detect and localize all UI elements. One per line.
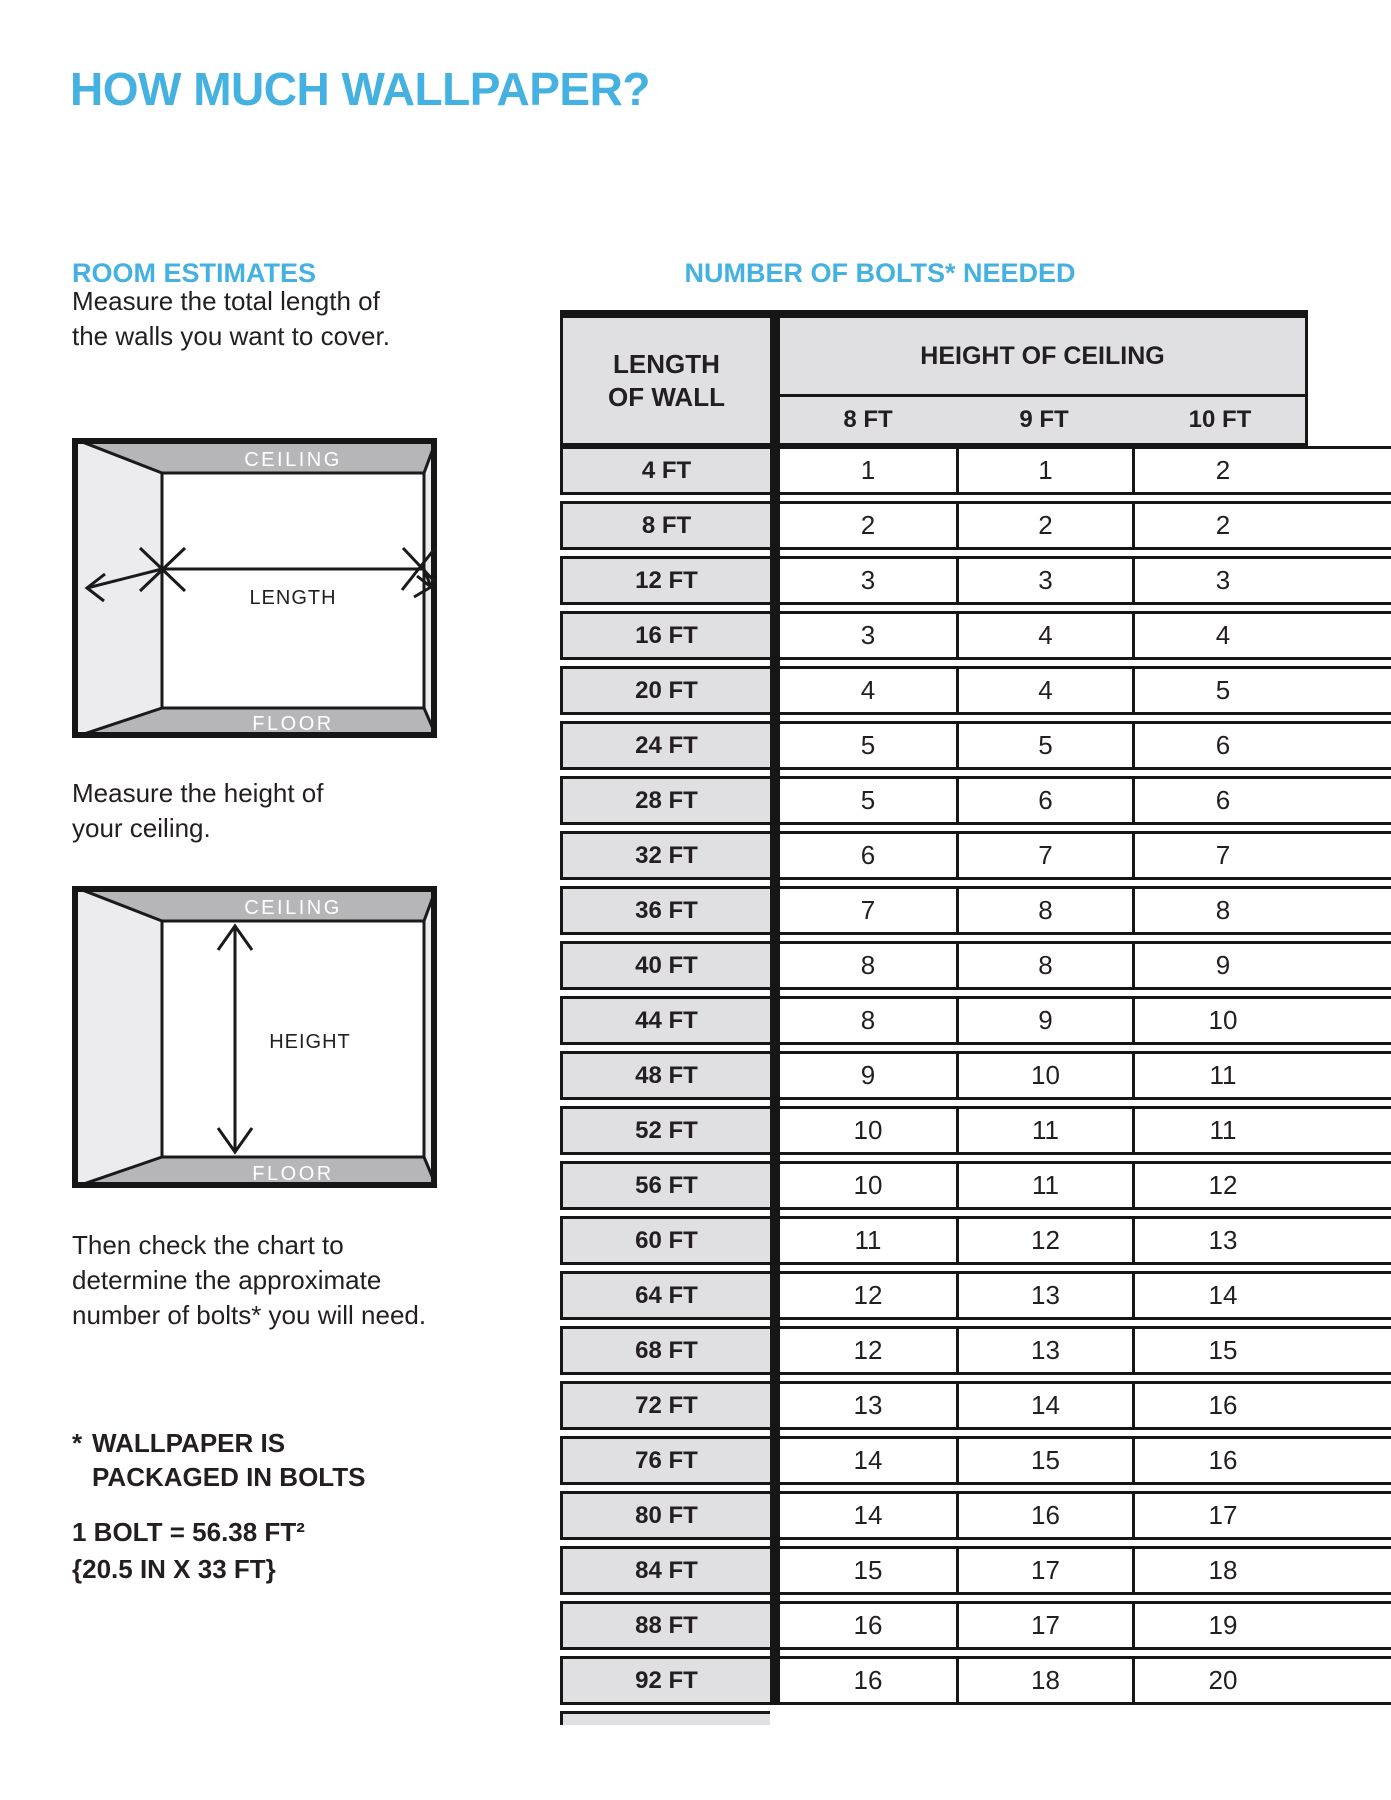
- length-room-diagram: [72, 438, 437, 738]
- row-value-8ft: 10: [780, 1109, 959, 1152]
- row-value-10ft: 12: [1208, 1170, 1238, 1200]
- row-value-10ft: 7: [1215, 840, 1231, 870]
- row-length-label: 36 FT: [560, 886, 770, 935]
- row-values: [780, 1491, 1391, 1540]
- row-length-label: 84 FT: [560, 1546, 770, 1595]
- row-value-9ft: 4: [959, 614, 1135, 657]
- row-value-9ft: 17: [959, 1604, 1135, 1647]
- row-length-label: 40 FT: [560, 941, 770, 990]
- row-length-label: 48 FT: [560, 1051, 770, 1100]
- row-value-8ft: 11: [780, 1219, 959, 1262]
- table-row: [560, 1436, 1391, 1485]
- row-length-label: 80 FT: [560, 1491, 770, 1540]
- footnote-lines: [92, 1426, 365, 1494]
- table-row: [560, 1326, 1391, 1375]
- height-label: HEIGHT: [269, 1031, 351, 1053]
- row-value-10ft: 3: [1215, 565, 1231, 595]
- row-value-10ft: 6: [1215, 785, 1231, 815]
- row-value-8ft: 8: [780, 944, 959, 987]
- height-room-diagram: [72, 886, 437, 1188]
- row-value-9ft: 11: [959, 1109, 1135, 1152]
- table-row: [560, 501, 1391, 550]
- table-top-border: [560, 310, 1308, 318]
- row-value-8ft: 16: [780, 1659, 959, 1702]
- row-values: [780, 446, 1391, 495]
- table-row: [560, 886, 1391, 935]
- row-value-9ft: 8: [959, 944, 1135, 987]
- row-value-8ft: 7: [780, 889, 959, 932]
- row-values: [780, 611, 1391, 660]
- page-title: HOW MUCH WALLPAPER?: [70, 63, 650, 115]
- step2-line2: your ceiling.: [72, 813, 211, 843]
- table-row: [560, 1546, 1391, 1595]
- row-length-label: 44 FT: [560, 996, 770, 1045]
- table-row: [560, 611, 1391, 660]
- step2-line1: Measure the height of: [72, 778, 324, 808]
- table-row: [560, 1161, 1391, 1210]
- row-value-9ft: 13: [959, 1329, 1135, 1372]
- row-length-label: 88 FT: [560, 1601, 770, 1650]
- row-value-9ft: 5: [959, 724, 1135, 767]
- col-header-9ft: 9 FT: [1019, 406, 1069, 433]
- row-values: [780, 721, 1391, 770]
- row-value-8ft: 13: [780, 1384, 959, 1427]
- row-values: [780, 776, 1391, 825]
- table-row: [560, 776, 1391, 825]
- step1-line1: Measure the total length of: [72, 286, 380, 316]
- row-value-9ft: 4: [959, 669, 1135, 712]
- length-header-line2: OF WALL: [608, 381, 725, 412]
- row-values: [780, 556, 1391, 605]
- row-values: [780, 1326, 1391, 1375]
- row-values: [780, 941, 1391, 990]
- row-value-8ft: 12: [780, 1329, 959, 1372]
- row-values: [780, 1546, 1391, 1595]
- row-value-9ft: 14: [959, 1384, 1135, 1427]
- table-row: [560, 556, 1391, 605]
- floor-label: FLOOR: [252, 713, 334, 735]
- bolt-footnote: [72, 1426, 365, 1494]
- table-row: [560, 1216, 1391, 1265]
- row-value-8ft: 5: [780, 724, 959, 767]
- step3-text: [72, 1228, 426, 1333]
- row-value-8ft: 8: [780, 999, 959, 1042]
- row-value-8ft: 6: [780, 834, 959, 877]
- row-length-label: 24 FT: [560, 721, 770, 770]
- row-value-10ft: 8: [1215, 895, 1231, 925]
- room-estimates-heading: ROOM ESTIMATES: [72, 258, 317, 288]
- row-length-label: 60 FT: [560, 1216, 770, 1265]
- row-length-label: 56 FT: [560, 1161, 770, 1210]
- row-value-10ft: 2: [1215, 510, 1231, 540]
- row-values: [780, 1271, 1391, 1320]
- row-value-8ft: 3: [780, 614, 959, 657]
- row-value-8ft: 9: [780, 1054, 959, 1097]
- row-value-9ft: 10: [959, 1054, 1135, 1097]
- row-value-10ft: 10: [1208, 1005, 1238, 1035]
- row-length-label: 12 FT: [560, 556, 770, 605]
- row-value-9ft: 8: [959, 889, 1135, 932]
- row-value-8ft: 12: [780, 1274, 959, 1317]
- step3-line3: number of bolts* you will need.: [72, 1300, 427, 1330]
- row-value-8ft: 3: [780, 559, 959, 602]
- row-value-9ft: 3: [959, 559, 1135, 602]
- row-length-label: 4 FT: [560, 446, 770, 495]
- bolt-size-info: [72, 1514, 305, 1588]
- table-row: [560, 831, 1391, 880]
- table-row: [560, 1601, 1391, 1650]
- row-values: [780, 996, 1391, 1045]
- row-values: [780, 1381, 1391, 1430]
- row-value-10ft: 13: [1208, 1225, 1238, 1255]
- step3-line2: determine the approximate: [72, 1265, 382, 1295]
- row-value-10ft: 9: [1215, 950, 1231, 980]
- length-header-line1: LENGTH: [613, 348, 720, 379]
- table-row: [560, 446, 1391, 495]
- row-value-9ft: 9: [959, 999, 1135, 1042]
- table-row: [560, 1381, 1391, 1430]
- row-length-label: 16 FT: [560, 611, 770, 660]
- table-row: [560, 1106, 1391, 1155]
- table-row: [560, 666, 1391, 715]
- bolt-size-line1: 1 BOLT = 56.38 FT²: [72, 1517, 305, 1547]
- row-value-8ft: 14: [780, 1439, 959, 1482]
- row-value-10ft: 4: [1215, 620, 1231, 650]
- table-row: [560, 721, 1391, 770]
- footnote-asterisk: *: [72, 1428, 83, 1458]
- row-length-label: 68 FT: [560, 1326, 770, 1375]
- col-header-8ft: 8 FT: [843, 406, 893, 433]
- ceiling-subheader-row: [780, 397, 1308, 446]
- row-length-label: 76 FT: [560, 1436, 770, 1485]
- table-rows: [560, 446, 1391, 1711]
- row-value-10ft: 11: [1209, 1060, 1237, 1090]
- footnote-line2: PACKAGED IN BOLTS: [92, 1462, 366, 1492]
- row-value-9ft: 18: [959, 1659, 1135, 1702]
- bolt-size-line2: {20.5 IN X 33 FT}: [72, 1554, 276, 1584]
- step3-line1: Then check the chart to: [72, 1230, 344, 1260]
- step1-text: [72, 284, 390, 354]
- row-value-9ft: 12: [959, 1219, 1135, 1262]
- row-value-9ft: 13: [959, 1274, 1135, 1317]
- row-value-9ft: 6: [959, 779, 1135, 822]
- row-length-label: 52 FT: [560, 1106, 770, 1155]
- row-length-label: 8 FT: [560, 501, 770, 550]
- ceiling-label: CEILING: [244, 897, 342, 919]
- table-row: [560, 941, 1391, 990]
- footnote-line1: WALLPAPER IS: [92, 1428, 286, 1458]
- row-value-10ft: 20: [1208, 1665, 1238, 1695]
- row-value-10ft: 17: [1208, 1500, 1238, 1530]
- row-value-9ft: 11: [959, 1164, 1135, 1207]
- row-values: [780, 666, 1391, 715]
- ceiling-label: CEILING: [244, 449, 342, 471]
- row-value-8ft: 15: [780, 1549, 959, 1592]
- row-value-10ft: 6: [1215, 730, 1231, 760]
- row-values: [780, 1216, 1391, 1265]
- bolts-table: [560, 310, 1391, 1740]
- row-value-9ft: 2: [959, 504, 1135, 547]
- row-value-8ft: 1: [780, 449, 959, 492]
- row-values: [780, 1656, 1391, 1705]
- row-values: [780, 1436, 1391, 1485]
- row-length-label: 92 FT: [560, 1656, 770, 1705]
- row-value-10ft: 5: [1215, 675, 1231, 705]
- table-next-row-stub: [560, 1711, 770, 1725]
- left-wall: [72, 886, 162, 1188]
- row-length-label: 64 FT: [560, 1271, 770, 1320]
- row-values: [780, 1161, 1391, 1210]
- height-of-ceiling-header: HEIGHT OF CEILING: [780, 318, 1308, 397]
- row-value-9ft: 17: [959, 1549, 1135, 1592]
- row-length-label: 28 FT: [560, 776, 770, 825]
- row-value-8ft: 4: [780, 669, 959, 712]
- row-length-label: 72 FT: [560, 1381, 770, 1430]
- row-value-10ft: 14: [1208, 1280, 1238, 1310]
- row-value-8ft: 14: [780, 1494, 959, 1537]
- row-values: [780, 1601, 1391, 1650]
- table-row: [560, 1051, 1391, 1100]
- row-value-10ft: 15: [1208, 1335, 1238, 1365]
- col-header-10ft: 10 FT: [1188, 406, 1252, 433]
- row-value-8ft: 16: [780, 1604, 959, 1647]
- row-value-10ft: 18: [1208, 1555, 1238, 1585]
- row-value-9ft: 1: [959, 449, 1135, 492]
- length-label: LENGTH: [249, 587, 337, 609]
- row-value-8ft: 10: [780, 1164, 959, 1207]
- row-values: [780, 831, 1391, 880]
- row-value-10ft: 11: [1209, 1115, 1237, 1145]
- row-values: [780, 501, 1391, 550]
- table-row: [560, 1491, 1391, 1540]
- row-value-10ft: 19: [1208, 1610, 1238, 1640]
- row-values: [780, 886, 1391, 935]
- row-value-9ft: 16: [959, 1494, 1135, 1537]
- step2-text: [72, 776, 324, 846]
- row-value-10ft: 16: [1208, 1445, 1238, 1475]
- row-values: [780, 1106, 1391, 1155]
- table-row: [560, 1271, 1391, 1320]
- table-row: [560, 996, 1391, 1045]
- row-value-8ft: 2: [780, 504, 959, 547]
- length-of-wall-header: [560, 318, 770, 446]
- row-values: [780, 1051, 1391, 1100]
- row-value-10ft: 2: [1215, 455, 1231, 485]
- table-row: [560, 1656, 1391, 1705]
- row-value-10ft: 16: [1208, 1390, 1238, 1420]
- row-value-8ft: 5: [780, 779, 959, 822]
- bolts-table-heading: NUMBER OF BOLTS* NEEDED: [684, 258, 1076, 288]
- floor-label: FLOOR: [252, 1163, 334, 1185]
- step1-line2: the walls you want to cover.: [72, 321, 390, 351]
- row-length-label: 20 FT: [560, 666, 770, 715]
- row-value-9ft: 7: [959, 834, 1135, 877]
- row-value-9ft: 15: [959, 1439, 1135, 1482]
- row-length-label: 32 FT: [560, 831, 770, 880]
